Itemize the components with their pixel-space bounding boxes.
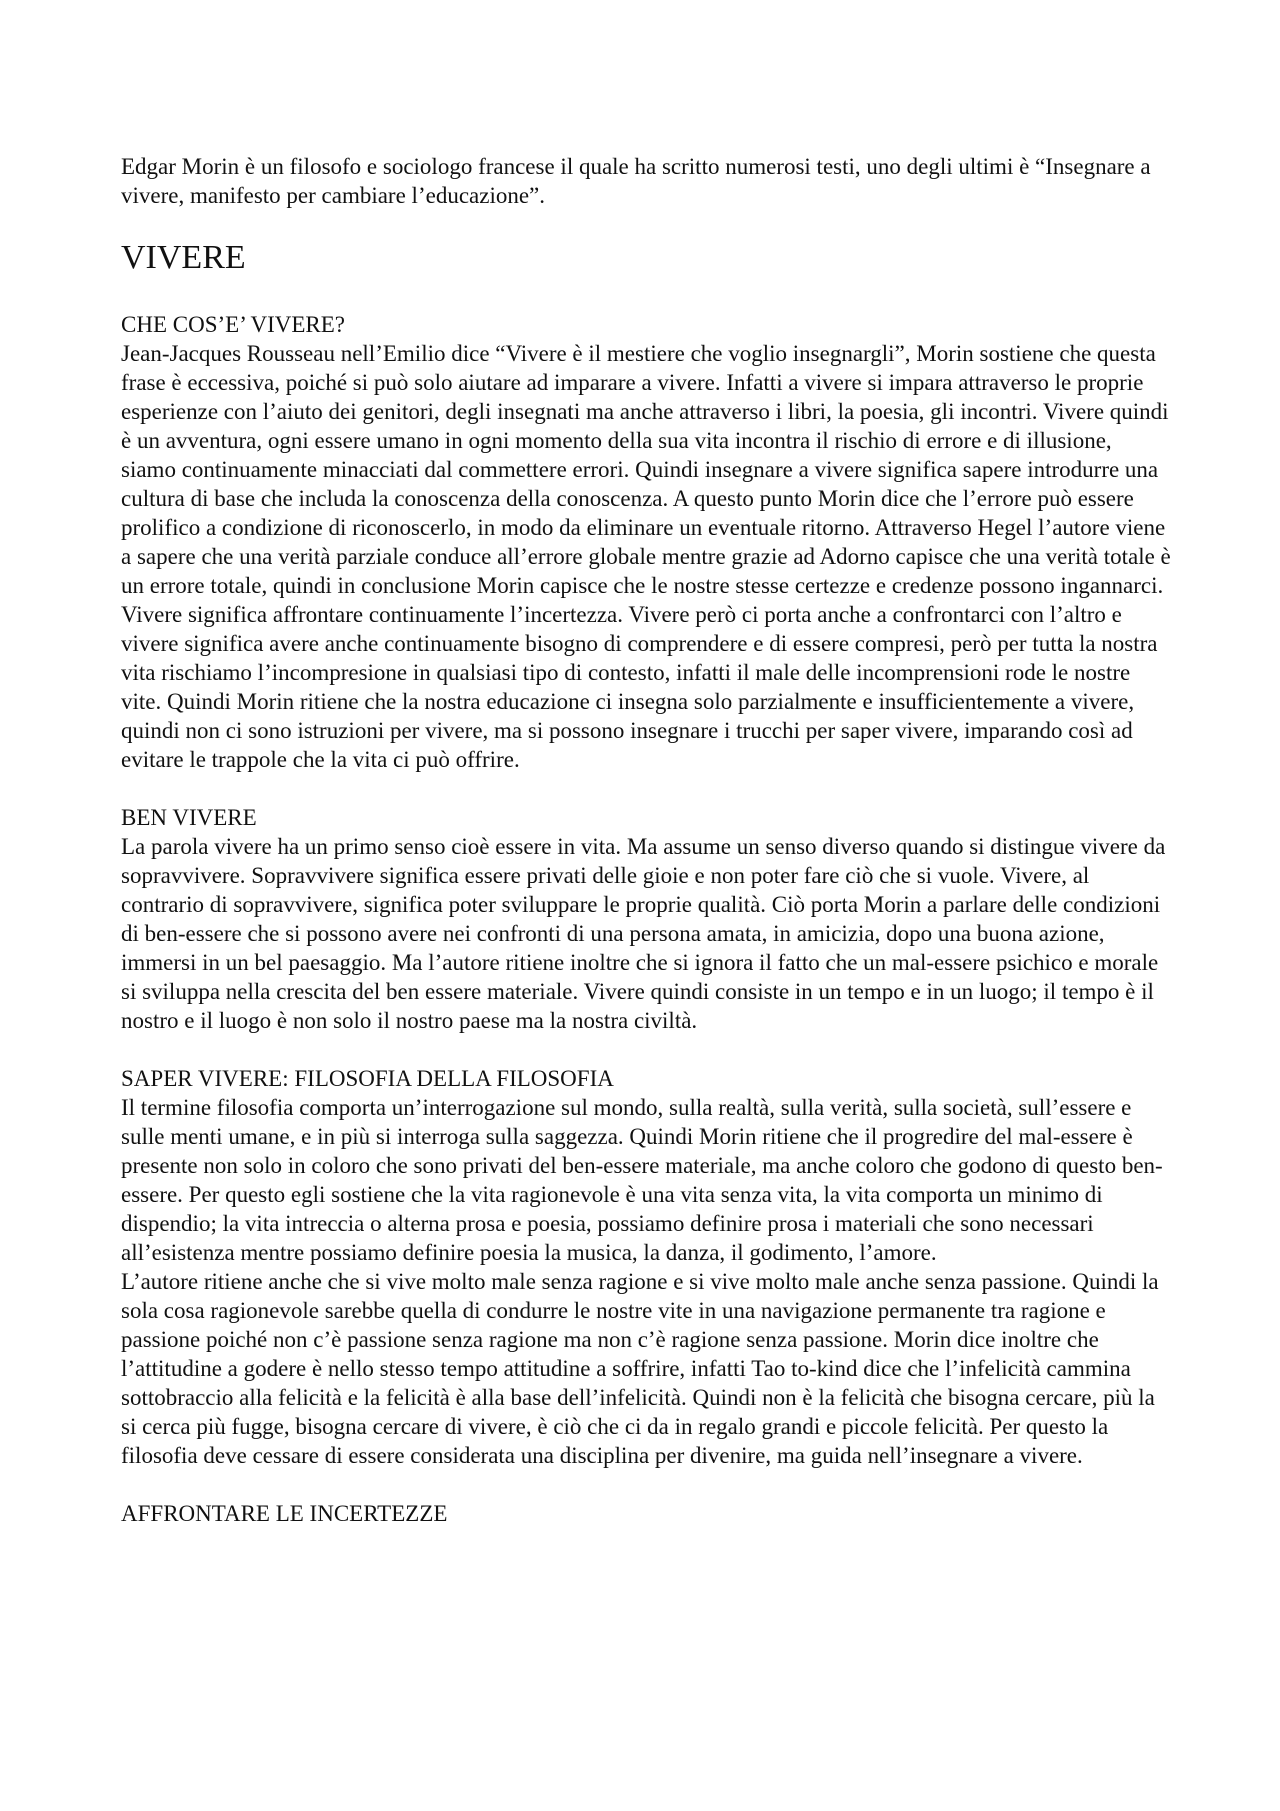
section-paragraph: Il termine filosofia comporta un’interrogazione sul mondo, sulla realtà, sulla verità, sulla società, sull’essere e sulle menti umane, e in più si interroga sulla saggezza. Quindi Morin ritiene che il progredire del mal-essere è presente non solo in coloro che sono privati del ben-essere materiale, ma anche coloro che godono di questo ben-essere. Per questo egli sostiene che la vita ragionevole è una vita senza vita, la vita comporta un minimo di dispendio; la vita intreccia o alterna prosa e poesia, possiamo definire prosa i materiali che sono necessari all’esistenza mentre possiamo definire poesia la musica, la danza, il godimento, l’amore. bbox=[121, 1095, 1163, 1265]
intro-paragraph: Edgar Morin è un filosofo e sociologo francese il quale ha scritto numerosi testi, uno degli ultimi è “Insegnare a vivere, manifesto per cambiare l’educazione”. bbox=[121, 154, 1151, 208]
section-title: CHE COS’E’ VIVERE? bbox=[121, 312, 346, 337]
section-title: SAPER VIVERE: FILOSOFIA DELLA FILOSOFIA bbox=[121, 1066, 614, 1091]
section-affrontare-incertezze bbox=[121, 1499, 1171, 1528]
section-che-cose-vivere bbox=[121, 310, 1171, 774]
section-paragraph: L’autore ritiene anche che si vive molto male senza ragione e si vive molto male anche senza passione. Quindi la sola cosa ragionevole sarebbe quella di condurre le nostre vite in una navigazione permanente tra ragione e passione poiché non c’è passione senza ragione ma non c’è ragione senza passione. Morin dice inoltre che l’attitudine a godere è nello stesso tempo attitudine a soffrire, infatti Tao to-kind dice che l’infelicità cammina sottobraccio alla felicità e la felicità è alla base dell’infelicità. Quindi non è la felicità che bisogna cercare, più la si cerca più fugge, bisogna cercare di vivere, è ciò che ci da in regalo grandi e piccole felicità. Per questo la filosofia deve cessare di essere considerata una disciplina per divenire, ma guida nell’insegnare a vivere. bbox=[121, 1269, 1159, 1468]
main-title: VIVERE bbox=[121, 239, 246, 276]
section-ben-vivere bbox=[121, 803, 1171, 1035]
section-title: AFFRONTARE LE INCERTEZZE bbox=[121, 1501, 448, 1526]
section-paragraph: Jean-Jacques Rousseau nell’Emilio dice “Vivere è il mestiere che voglio insegnargli”, Morin sostiene che questa frase è eccessiva, poiché si può solo aiutare ad imparare a vivere. Infatti a vivere si impara attraverso le proprie esperienze con l’aiuto dei genitori, degli insegnati ma anche attraverso i libri, la poesia, gli incontri. Vivere quindi è un avventura, ogni essere umano in ogni momento della sua vita incontra il rischio di errore e di illusione, siamo continuamente minacciati dal commettere errori. Quindi insegnare a vivere significa sapere introdurre una cultura di base che includa la conoscenza della conoscenza. A questo punto Morin dice che l’errore può essere prolifico a condizione di riconoscerlo, in modo da eliminare un eventuale ritorno. Attraverso Hegel l’autore viene a sapere che una verità parziale conduce all’errore globale mentre grazie ad Adorno capisce che una verità totale è un errore totale, quindi in conclusione Morin capisce che le nostre stesse certezze e credenze possono ingannarci. Vivere significa affrontare continuamente l’incertezza. Vivere però ci porta anche a confrontarci con l’altro e vivere significa avere anche continuamente bisogno di comprendere e di essere compresi, però per tutta la nostra vita rischiamo l’incompresione in qualsiasi tipo di contesto, infatti il male delle incomprensioni rode le nostre vite. Quindi Morin ritiene che la nostra educazione ci insegna solo parzialmente e insufficientemente a vivere, quindi non ci sono istruzioni per vivere, ma si possono insegnare i trucchi per saper vivere, imparando così ad evitare le trappole che la vita ci può offrire. bbox=[121, 341, 1171, 772]
document-body bbox=[121, 152, 1171, 1557]
section-saper-vivere bbox=[121, 1064, 1171, 1470]
section-title: BEN VIVERE bbox=[121, 805, 257, 830]
section-paragraph: La parola vivere ha un primo senso cioè essere in vita. Ma assume un senso diverso quando si distingue vivere da sopravvivere. Sopravvivere significa essere privati delle gioie e non poter fare ciò che si vuole. Vivere, al contrario di sopravvivere, significa poter sviluppare le proprie qualità. Ciò porta Morin a parlare delle condizioni di ben-essere che si possono avere nei confronti di una persona amata, in amicizia, dopo una buona azione, immersi in un bel paesaggio. Ma l’autore ritiene inoltre che si ignora il fatto che un mal-essere psichico e morale si sviluppa nella crescita del ben essere materiale. Vivere quindi consiste in un tempo e in un luogo; il tempo è il nostro e il luogo è non solo il nostro paese ma la nostra civiltà. bbox=[121, 834, 1166, 1033]
